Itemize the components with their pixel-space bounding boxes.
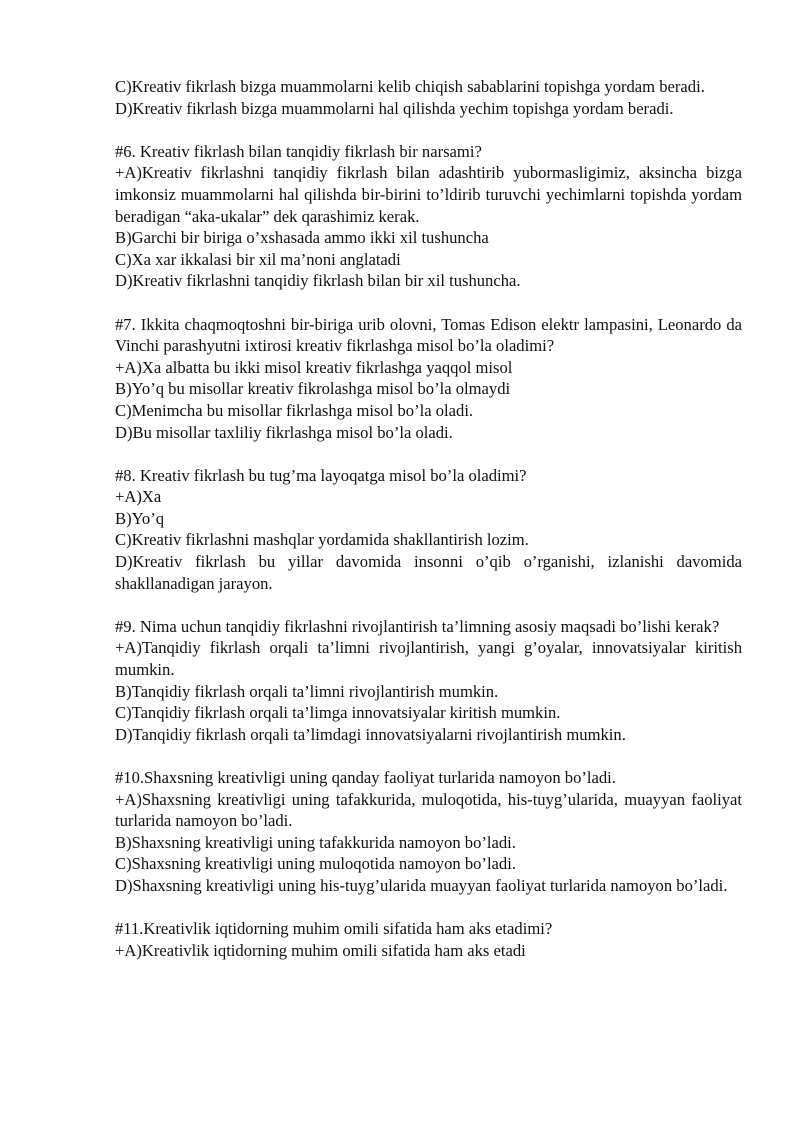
q9-question: #9. Nima uchun tanqidiy fikrlashni rivojlantirish ta’limning asosiy maqsadi bo’lishi kerak? [115,616,720,636]
paragraph-gap [115,443,742,465]
q7-option-b: B)Yo’q bu misollar kreativ fikrolashga misol bo’la olmaydi [115,379,511,399]
q7-option-c: C)Menimcha bu misollar fikrlashga misol bo’la oladi. [115,400,474,420]
q9-option-b: B)Tanqidiy fikrlash orqali ta’limni rivojlantirish mumkin. [115,681,499,701]
q6-option-b: B)Garchi bir biriga o’xshasada ammo ikki xil tushuncha [115,228,489,248]
q6-option-d: D)Kreativ fikrlashni tanqidiy fikrlash bilan bir xil tushuncha. [115,271,521,291]
paragraph-gap [115,594,742,616]
q6-question: #6. Kreativ fikrlash bilan tanqidiy fikrlash bir narsami? [115,141,482,161]
q9-option-d: D)Tanqidiy fikrlash orqali ta’limdagi innovatsiyalarni rivojlantirish mumkin. [115,724,626,744]
q8-option-a: +A)Xa [115,487,162,507]
q7-option-a: +A)Xa albatta bu ikki misol kreativ fikrlashga yaqqol misol [115,357,513,377]
q5-option-d: D)Kreativ fikrlash bizga muammolarni hal qilishda yechim topishga yordam beradi. [115,98,674,118]
q10-option-d: D)Shaxsning kreativligi uning his-tuyg’ularida muayyan faoliyat turlarida namoyon bo’ladi. [115,875,728,895]
q11-question: #11.Kreativlik iqtidorning muhim omili sifatida ham aks etadimi? [115,919,553,939]
document-body [115,76,742,961]
q6-option-a: +A)Kreativ fikrlashni tanqidiy fikrlash bilan adashtirib yubormasligimiz, aksincha bizga imkonsiz muammolarni hal qilishda bir-birini to’ldirib turuvchi yechimlarni topishda yordam beradigan “aka-ukalar” dek qarashimiz kerak. [115,163,742,226]
q6-option-c: C)Xa xar ikkalasi bir xil ma’noni anglatadi [115,249,401,269]
q7-question: #7. Ikkita chaqmoqtoshni bir-biriga urib olovni, Tomas Edison elektr lampasini, Leonardo da Vinchi parashyutni ixtirosi kreativ fikrlashga misol bo’la oladimi? [115,314,742,356]
q7-option-d: D)Bu misollar taxliliy fikrlashga misol bo’la oladi. [115,422,453,442]
q5-option-c: C)Kreativ fikrlash bizga muammolarni kelib chiqish sabablarini topishga yordam beradi. [115,77,705,96]
q8-option-c: C)Kreativ fikrlashni mashqlar yordamida shakllantirish lozim. [115,530,529,550]
q10-option-b: B)Shaxsning kreativligi uning tafakkurida namoyon bo’ladi. [115,832,516,852]
q10-question: #10.Shaxsning kreativligi uning qanday faoliyat turlarida namoyon bo’ladi. [115,768,616,787]
q8-question: #8. Kreativ fikrlash bu tug’ma layoqatga misol bo’la oladimi? [115,465,527,485]
paragraph-gap [115,119,742,141]
paragraph-gap [115,897,742,919]
q8-option-d: D)Kreativ fikrlash bu yillar davomida insonni o’qib o’rganishi, izlanishi davomida shakllanadigan jarayon. [115,552,742,593]
paragraph-gap [115,745,742,767]
q10-option-c: C)Shaxsning kreativligi uning muloqotida namoyon bo’ladi. [115,854,516,874]
q10-option-a: +A)Shaxsning kreativligi uning tafakkurida, muloqotida, his-tuyg’ularida, muayyan faoliyat turlarida namoyon bo’ladi. [115,789,742,831]
q9-option-a: +A)Tanqidiy fikrlash orqali ta’limni rivojlantirish, yangi g’oyalar, innovatsiyalar kiritish mumkin. [115,638,742,680]
q11-option-a: +A)Kreativlik iqtidorning muhim omili sifatida ham aks etadi [115,940,526,960]
q8-option-b: B)Yo’q [115,508,165,528]
q9-option-c: C)Tanqidiy fikrlash orqali ta’limga innovatsiyalar kiritish mumkin. [115,703,561,723]
paragraph-gap [115,292,742,314]
